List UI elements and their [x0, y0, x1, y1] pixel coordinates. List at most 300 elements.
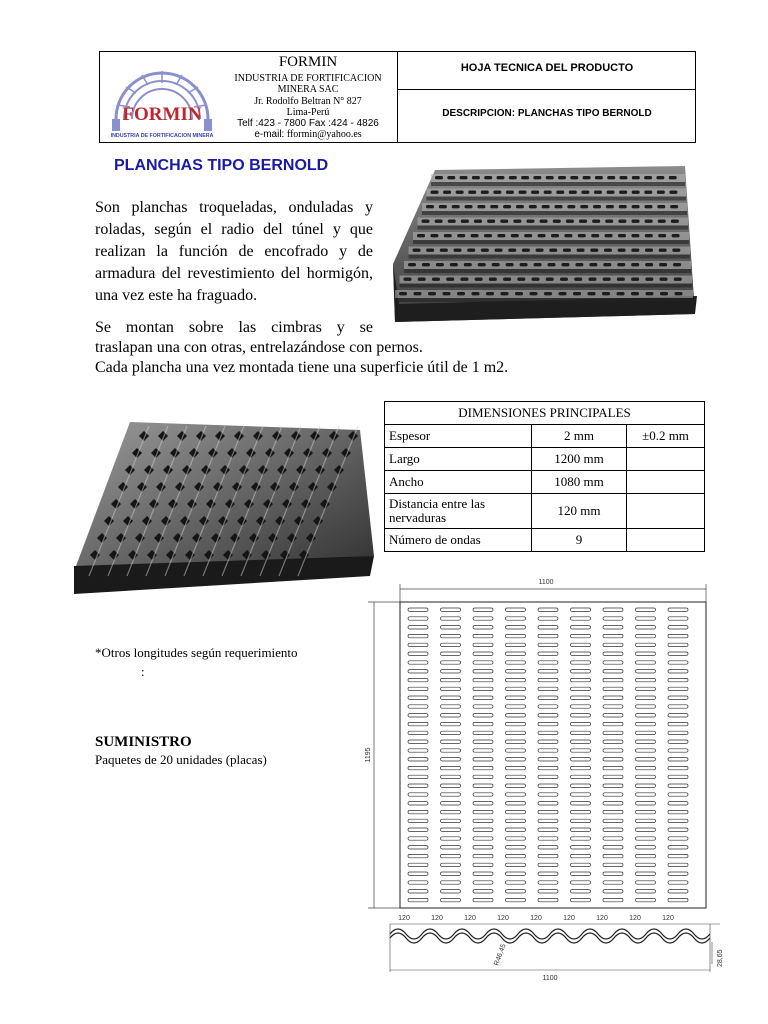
- plate-slot: [533, 176, 541, 179]
- slot: [603, 881, 623, 884]
- plate-slot: [456, 191, 464, 194]
- slot: [668, 643, 688, 646]
- slot: [473, 678, 493, 681]
- plate-slot: [474, 220, 482, 223]
- plate-slot: [577, 249, 585, 252]
- slot: [473, 890, 493, 893]
- doc-title: HOJA TECNICA DEL PRODUCTO: [460, 62, 634, 74]
- plate-shadow: [418, 226, 689, 230]
- slot: [408, 846, 428, 849]
- slot: [473, 617, 493, 620]
- plate-slot: [435, 176, 443, 179]
- slot: [408, 687, 428, 690]
- slot: [603, 837, 623, 840]
- plate-slot: [399, 292, 407, 295]
- slot: [408, 854, 428, 857]
- slot: [603, 670, 623, 673]
- slot: [441, 898, 461, 901]
- slot: [636, 766, 656, 769]
- slot: [571, 872, 591, 875]
- depth-label: 28,65: [717, 949, 724, 967]
- plate-slot: [670, 205, 678, 208]
- slot: [473, 608, 493, 611]
- slot: [506, 863, 526, 866]
- slot: [473, 714, 493, 717]
- slot: [603, 863, 623, 866]
- slot: [571, 608, 591, 611]
- plate-slot: [531, 191, 539, 194]
- slot: [473, 687, 493, 690]
- slot: [603, 652, 623, 655]
- slot: [506, 626, 526, 629]
- plate-slot: [426, 205, 434, 208]
- slot: [636, 890, 656, 893]
- slot: [668, 837, 688, 840]
- width-label: 1100: [538, 579, 554, 586]
- plate-slot: [672, 234, 680, 237]
- slot: [538, 652, 558, 655]
- slot: [571, 898, 591, 901]
- slot: [408, 661, 428, 664]
- slot: [441, 766, 461, 769]
- slot: [571, 766, 591, 769]
- plate-slot: [548, 263, 556, 266]
- slot: [636, 705, 656, 708]
- slot: [408, 793, 428, 796]
- slot: [473, 854, 493, 857]
- plate-slot: [511, 234, 519, 237]
- slot: [408, 670, 428, 673]
- plate-slot: [658, 234, 666, 237]
- slot: [506, 731, 526, 734]
- slot: [636, 678, 656, 681]
- pitch-label: 120: [431, 915, 443, 922]
- plate-slot: [595, 176, 603, 179]
- plate-slot: [673, 263, 681, 266]
- slot: [441, 705, 461, 708]
- dim-value: 9: [532, 529, 627, 552]
- plate-slot: [620, 176, 628, 179]
- slot: [603, 793, 623, 796]
- dim-value: 1200 mm: [532, 448, 627, 471]
- company-email: [220, 129, 396, 140]
- slot: [473, 661, 493, 664]
- slot: [506, 828, 526, 831]
- slot: [408, 626, 428, 629]
- slot: [473, 740, 493, 743]
- slot: [668, 687, 688, 690]
- slot: [441, 634, 461, 637]
- bottom-width-label: 1100: [542, 975, 558, 982]
- slot: [571, 661, 591, 664]
- plate-slot: [553, 220, 561, 223]
- pitch-label: 120: [530, 915, 542, 922]
- slot: [441, 714, 461, 717]
- slot: [473, 766, 493, 769]
- slot: [441, 828, 461, 831]
- slot: [408, 705, 428, 708]
- slot: [603, 775, 623, 778]
- slot: [408, 749, 428, 752]
- slot: [636, 722, 656, 725]
- slot: [538, 661, 558, 664]
- plate-slot: [414, 292, 422, 295]
- dim-value: 120 mm: [532, 494, 627, 529]
- slot: [506, 705, 526, 708]
- slot: [473, 652, 493, 655]
- slot: [506, 678, 526, 681]
- slot: [538, 617, 558, 620]
- slot: [636, 652, 656, 655]
- slot: [441, 722, 461, 725]
- slot: [668, 890, 688, 893]
- slot: [408, 863, 428, 866]
- plate-slot: [671, 220, 679, 223]
- slot: [473, 643, 493, 646]
- slot: [571, 740, 591, 743]
- plate-slot: [497, 176, 505, 179]
- plate-slot: [559, 292, 567, 295]
- slot: [538, 749, 558, 752]
- slot: [506, 634, 526, 637]
- mounting-line-1: Se montan sobre las cimbras y se: [95, 319, 373, 336]
- plate-slot: [619, 205, 627, 208]
- plate-slot: [606, 205, 614, 208]
- plate-slot: [520, 263, 528, 266]
- slot: [636, 810, 656, 813]
- dim-tolerance: [627, 448, 705, 471]
- slot: [636, 670, 656, 673]
- slot: [473, 793, 493, 796]
- slot: [506, 881, 526, 884]
- pitch-label: 120: [464, 915, 476, 922]
- slot: [538, 705, 558, 708]
- plate-slot: [617, 278, 625, 281]
- slot: [668, 828, 688, 831]
- plate-slot: [658, 220, 666, 223]
- slot: [441, 819, 461, 822]
- slot: [571, 722, 591, 725]
- doc-description: DESCRIPCION: PLANCHAS TIPO BERNOLD: [442, 108, 652, 119]
- plate-slot: [457, 234, 465, 237]
- slot: [571, 696, 591, 699]
- slot: [668, 670, 688, 673]
- slot: [538, 846, 558, 849]
- plate-slot: [645, 234, 653, 237]
- radius-label: R46,45: [493, 943, 508, 967]
- slot: [506, 670, 526, 673]
- slot: [408, 634, 428, 637]
- plate-slot: [439, 205, 447, 208]
- plate-shadow: [400, 284, 693, 288]
- plate-slot: [467, 249, 475, 252]
- plate-slot: [594, 191, 602, 194]
- slot: [408, 608, 428, 611]
- plate-slot: [672, 249, 680, 252]
- slot: [636, 828, 656, 831]
- plate-slot: [522, 249, 530, 252]
- slot: [408, 810, 428, 813]
- slot: [571, 837, 591, 840]
- plate-slot: [534, 263, 542, 266]
- slot: [636, 784, 656, 787]
- slot: [506, 846, 526, 849]
- slot: [603, 678, 623, 681]
- slot: [441, 881, 461, 884]
- pitch-label: 120: [662, 915, 674, 922]
- plate-slot: [521, 176, 529, 179]
- slot: [571, 617, 591, 620]
- slot: [408, 802, 428, 805]
- plate-slot: [551, 234, 559, 237]
- slot: [441, 854, 461, 857]
- slot: [603, 802, 623, 805]
- plate-slot: [569, 191, 577, 194]
- plate-slot: [581, 191, 589, 194]
- plate-slot: [669, 176, 677, 179]
- plate-shadow: [409, 255, 691, 259]
- plate-slot: [602, 292, 610, 295]
- supply-text: Paquetes de 20 unidades (placas): [95, 752, 267, 767]
- slot: [441, 608, 461, 611]
- slot: [668, 854, 688, 857]
- company-phones: Telf :423 - 7800 Fax :424 - 4826: [237, 118, 379, 129]
- plate-slot: [544, 191, 552, 194]
- formin-logo: [102, 57, 220, 141]
- plate-slot: [501, 292, 509, 295]
- slot: [408, 643, 428, 646]
- plate-slot: [574, 278, 582, 281]
- slot: [473, 634, 493, 637]
- slot: [538, 643, 558, 646]
- company-name: FORMIN: [278, 54, 338, 70]
- slot: [603, 626, 623, 629]
- plate-slot: [481, 249, 489, 252]
- plate-slot: [538, 234, 546, 237]
- slot: [408, 828, 428, 831]
- slot: [538, 670, 558, 673]
- slot: [636, 714, 656, 717]
- slot: [668, 634, 688, 637]
- plate-slot: [589, 263, 597, 266]
- plate-slot: [575, 263, 583, 266]
- slot: [473, 872, 493, 875]
- slot: [603, 705, 623, 708]
- slot: [571, 802, 591, 805]
- slot: [636, 863, 656, 866]
- plate-slot: [632, 205, 640, 208]
- slot: [441, 802, 461, 805]
- slot: [668, 731, 688, 734]
- slot: [441, 652, 461, 655]
- company-address: Jr. Rodolfo Beltran N° 827: [254, 96, 362, 107]
- slot: [408, 696, 428, 699]
- slot: [506, 749, 526, 752]
- page-title: PLANCHAS TIPO BERNOLD: [114, 157, 329, 174]
- plate-slot: [435, 220, 443, 223]
- plate-slot: [443, 191, 451, 194]
- slot: [636, 696, 656, 699]
- slot: [668, 819, 688, 822]
- plate-slot: [618, 249, 626, 252]
- slot: [538, 608, 558, 611]
- slot: [571, 854, 591, 857]
- plate-slot: [426, 249, 434, 252]
- slot: [636, 617, 656, 620]
- plate-slot: [417, 234, 425, 237]
- plate-slot: [631, 249, 639, 252]
- dimensions-header: DIMENSIONES PRINCIPALES: [385, 402, 705, 425]
- slot: [506, 837, 526, 840]
- product-photo-stack: [385, 164, 699, 326]
- plate-slot: [408, 263, 416, 266]
- plate-slot: [529, 205, 537, 208]
- plate-slot: [546, 176, 554, 179]
- slot: [506, 714, 526, 717]
- plate-slot: [646, 292, 654, 295]
- plate-slot: [590, 249, 598, 252]
- slot: [571, 652, 591, 655]
- slot: [538, 687, 558, 690]
- slot: [473, 722, 493, 725]
- slot: [538, 802, 558, 805]
- slot: [538, 634, 558, 637]
- slot: [506, 687, 526, 690]
- slot: [408, 819, 428, 822]
- plate-slot: [632, 176, 640, 179]
- plate-slot: [618, 220, 626, 223]
- slot: [668, 749, 688, 752]
- slot: [668, 740, 688, 743]
- slot: [408, 766, 428, 769]
- slot: [603, 766, 623, 769]
- plate-slot: [404, 278, 412, 281]
- plate-slot: [536, 249, 544, 252]
- slot: [408, 652, 428, 655]
- slot: [538, 696, 558, 699]
- surface-sentence: Cada plancha una vez montada tiene una superficie útil de 1 m2.: [95, 359, 509, 376]
- slot: [506, 696, 526, 699]
- table-row: [385, 448, 705, 471]
- plate-slot: [493, 191, 501, 194]
- company-line-2: MINERA SAC: [277, 84, 339, 95]
- slot: [441, 863, 461, 866]
- slot: [636, 634, 656, 637]
- slot: [441, 775, 461, 778]
- table-row: [385, 529, 705, 552]
- slot: [603, 696, 623, 699]
- slot: [441, 749, 461, 752]
- plate-slot: [489, 278, 497, 281]
- slot: [408, 758, 428, 761]
- slot: [538, 837, 558, 840]
- plate-outline: [400, 602, 706, 908]
- slot: [571, 670, 591, 673]
- slot: [506, 793, 526, 796]
- plate-slot: [460, 176, 468, 179]
- slot: [571, 626, 591, 629]
- plate-slot: [674, 278, 682, 281]
- plate-slot: [422, 263, 430, 266]
- plate-slot: [495, 249, 503, 252]
- pitch-labels: [398, 915, 674, 922]
- slot: [571, 749, 591, 752]
- plate-slot: [413, 249, 421, 252]
- email-address[interactable]: fformin@yahoo.es: [286, 129, 362, 140]
- slot: [668, 872, 688, 875]
- slot: [668, 810, 688, 813]
- slot: [603, 898, 623, 901]
- plate-slot: [461, 220, 469, 223]
- plate-slot: [527, 220, 535, 223]
- plate-slot: [657, 205, 665, 208]
- plate-slot: [472, 176, 480, 179]
- plate-slot: [532, 278, 540, 281]
- slot: [636, 661, 656, 664]
- slot: [571, 881, 591, 884]
- slot: [473, 810, 493, 813]
- slot: [636, 793, 656, 796]
- slot: [603, 890, 623, 893]
- slot: [473, 784, 493, 787]
- plate-slot: [503, 278, 511, 281]
- company-line-1: INDUSTRIA DE FORTIFICACION: [234, 73, 382, 84]
- slot: [538, 740, 558, 743]
- slot: [538, 766, 558, 769]
- plate-slot: [659, 249, 667, 252]
- slot: [538, 872, 558, 875]
- plate-slot: [418, 278, 426, 281]
- slot: [571, 810, 591, 813]
- slot: [668, 705, 688, 708]
- slot: [473, 705, 493, 708]
- slot: [538, 775, 558, 778]
- slot: [408, 890, 428, 893]
- slot: [408, 872, 428, 875]
- plate-slot: [516, 205, 524, 208]
- slot: [538, 810, 558, 813]
- plate-slot: [588, 292, 596, 295]
- slot: [636, 731, 656, 734]
- slot: [408, 617, 428, 620]
- slot: [668, 661, 688, 664]
- table-row: [385, 494, 705, 529]
- slot: [473, 626, 493, 629]
- plate-slot: [519, 191, 527, 194]
- plate-slot: [644, 176, 652, 179]
- slot: [538, 714, 558, 717]
- slot-grid: [408, 608, 688, 902]
- table-row: [385, 425, 705, 448]
- slot: [571, 828, 591, 831]
- table-row: [385, 471, 705, 494]
- slot: [473, 819, 493, 822]
- slot: [603, 758, 623, 761]
- slot: [538, 863, 558, 866]
- dim-tolerance: [627, 471, 705, 494]
- slot: [603, 643, 623, 646]
- header-divider: [397, 89, 695, 90]
- plate-shadow: [422, 211, 687, 215]
- slot: [636, 881, 656, 884]
- slot: [636, 626, 656, 629]
- pitch-label: 120: [398, 915, 410, 922]
- slot: [603, 740, 623, 743]
- plate-slot: [452, 205, 460, 208]
- plate-slot: [460, 278, 468, 281]
- slot: [408, 775, 428, 778]
- slot: [668, 714, 688, 717]
